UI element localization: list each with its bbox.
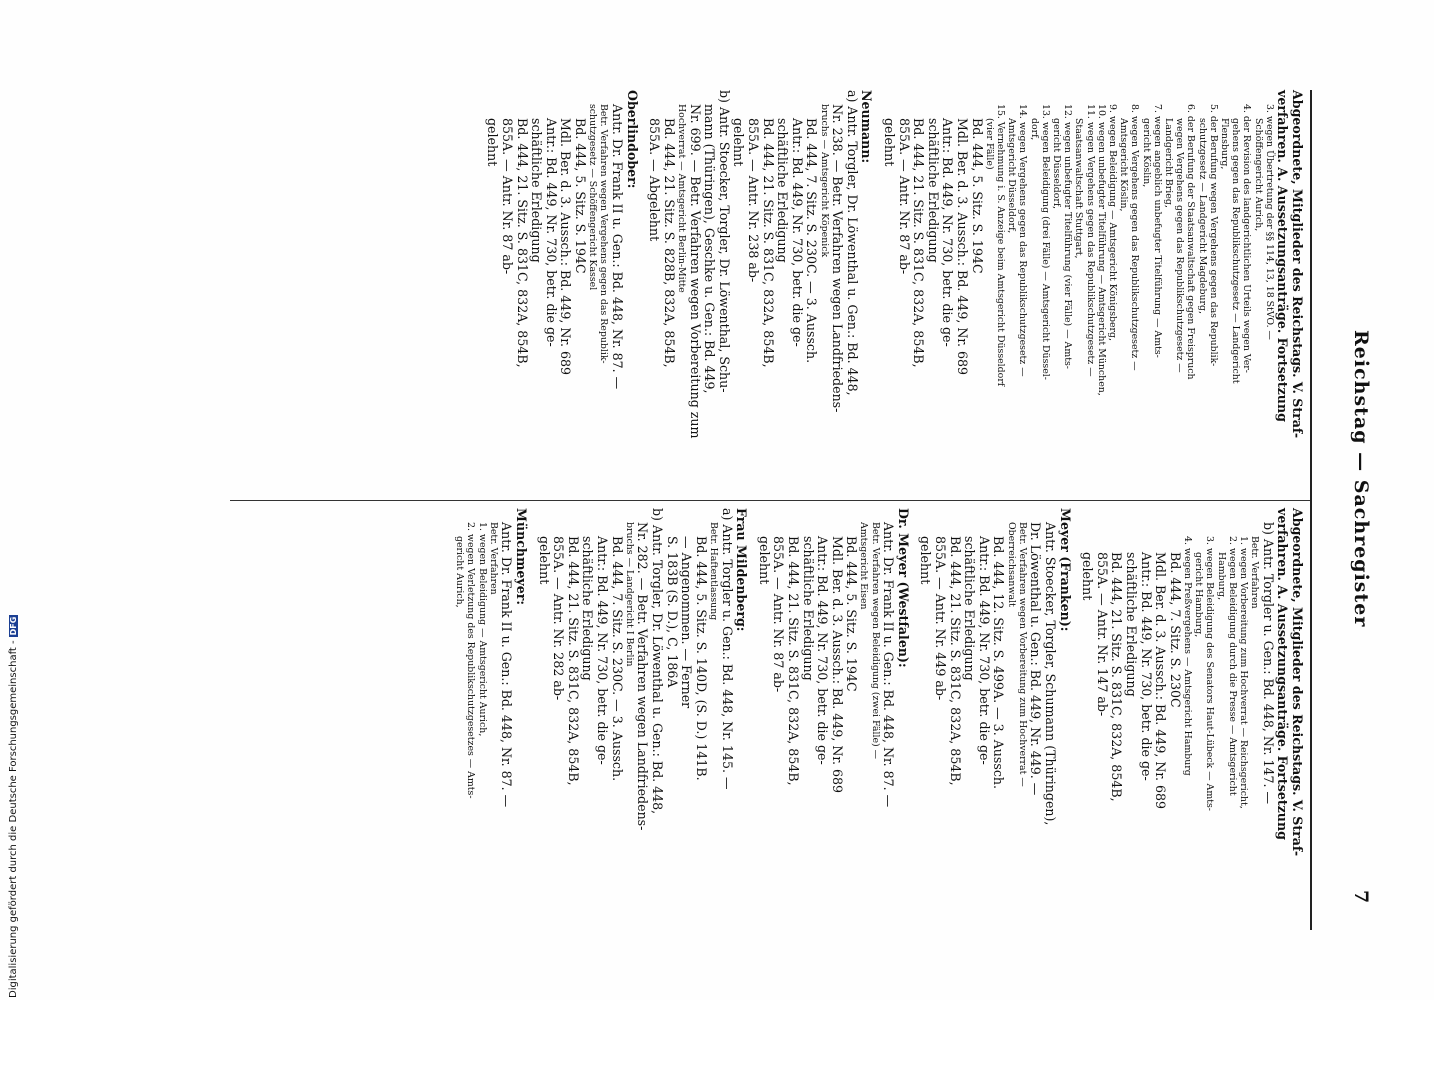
register-line: gehens gegen das Republikschutzgesetz — Landgericht [1230,118,1242,384]
register-line: Bd. 444, 21. Sitz. S. 831C, 832A, 854B, [911,118,927,368]
register-line: 855A. — Antr. Nr. 87 ab- [500,118,516,275]
entry-gap [1072,508,1080,908]
register-line: Bd. 444, 21. Sitz. S. 831C, 832A, 854B, [947,536,963,786]
register-line: mann (Thüringen), Geschke u. Gen.: Bd. 449, [702,104,718,394]
register-line: 855A. — Abgelehnt [647,118,663,242]
register-line: S. 183B (S. D.), C, 186A [664,536,680,688]
register-line: Mdl. Ber. d. 3. Aussch.: Bd. 449, Nr. 689 [1153,552,1169,810]
rotated-register-page [172,90,1372,1090]
register-line: 7. wegen angeblich unbefugter Titelführung — Amts- [1151,104,1163,358]
register-line: Bd. 444, 21. Sitz. S. 831C, 832A, 854B, [760,118,776,368]
register-column-left [454,508,1304,908]
register-line: Mdl. Ber. d. 3. Aussch.: Bd. 449, Nr. 689 [829,536,845,794]
register-line: Bd. 444, 7. Sitz. S. 230C. — 3. Aussch. [804,118,820,364]
register-line: bruchs — Landgericht I Berlin [623,522,635,667]
register-line: schäftliche Erledigung [1124,552,1140,697]
register-line: Betr. Verfahren wegen Vergehens gegen das Republik- [598,104,610,364]
register-line: 1. wegen Vorbereitung zum Hochverrat — Reichsgericht, [1238,536,1250,809]
register-line: 13. wegen Beleidigung (drei Fälle) — Amtsgericht Düssel- [1039,104,1051,380]
column-divider [230,500,1310,501]
register-line: (vier Fälle) [983,118,995,170]
register-line: Abgeordnete, Mitglieder des Reichstags. V. Straf- [1290,508,1305,857]
page-number: 7 [1350,890,1372,904]
register-column-right [485,90,1304,490]
register-line: 4. der Revision des landgerichtlichen Urteils wegen Ver- [1241,104,1253,373]
register-line: Antr.: Bd. 449, Nr. 730, betr. die ge- [543,118,559,347]
register-line: schäftliche Erledigung [580,536,596,681]
register-line: Antr. Dr. Frank II u. Gen.: Bd. 448, Nr. 87. — [610,104,626,390]
register-line: 855A. — Antr. Nr. 282 ab- [551,536,567,701]
entry-gap [910,508,918,908]
register-line: 15. Vernehmung i. S. Anzeige beim Amtsgericht Düsseldorf [994,104,1006,387]
register-line: 1. wegen Beleidigung — Amtsgericht Aurich, [476,522,488,737]
register-line: Bd. 444, 5. Sitz. S. 194C [969,118,985,274]
register-line: 12. wegen unbefugter Titelführung (vier Fälle) — Amts- [1062,104,1074,369]
register-line: — Angenommen. — Ferner [679,536,695,709]
register-line: b) Antr. Torgler, Dr. Löwenthal u. Gen.: Bd. 448, [649,508,665,815]
digitization-note-text: Digitalisierung gefördert durch die Deutsche Forschungsgemeinschaft - [8,640,19,998]
register-line: Schöffengericht Aurich, [1252,118,1264,232]
register-line: b) Antr. Torgler u. Gen.: Bd. 448, Nr. 147. — [1260,522,1276,805]
register-line: Hochverrat — Amtsgericht Berlin-Mitte [676,104,688,293]
register-line: Bd. 444, 21. Sitz. S. 831C, 832A, 854B, [1109,552,1125,802]
register-line: gericht Aurich, [454,536,466,608]
register-line: Neumann: [859,90,875,164]
register-line: 2. wegen Verletzung des Republikschutzgesetzes — Amts- [465,522,477,799]
digitization-note [8,598,19,998]
register-line: Oberlindober: [624,90,640,189]
register-line: Hamburg, [1215,552,1227,601]
register-line: Flensburg, [1219,118,1230,170]
register-line: a) Antr. Torgler, Dr. Löwenthal u. Gen.: Bd. 448, [844,90,860,396]
register-line: Frau Mildenberg: [734,508,750,632]
register-line: Oberreichsanwalt [1005,522,1017,607]
page-header [1342,90,1372,930]
register-line: gericht Düsseldorf, [1050,118,1062,210]
register-line: Abgeordnete, Mitglieder des Reichstags. V. Straf- [1290,90,1305,439]
register-line: Bd. 444, 7. Sitz. S. 230C. — 3. Aussch. [609,536,625,782]
register-line: Antr.: Bd. 449, Nr. 730, betr. die ge- [815,536,831,765]
register-line: gelehnt [485,118,501,167]
register-line: schäftliche Erledigung [925,118,941,263]
register-line: 5. der Berufung wegen Vergehens gegen das Republik- [1207,104,1219,367]
register-line: schäftliche Erledigung [800,536,816,681]
entry-gap [639,90,647,490]
register-line: Meyer (Franken): [1057,508,1073,632]
register-line: 6. der Berufung der Staatsanwaltschaft gegen Freispruch [1185,104,1197,380]
register-line: Bd. 444, 21. Sitz. S. 831C, 832A, 854B, [565,536,581,786]
register-line: gelehnt [1080,552,1096,601]
register-line: verfahren. A. Aussetzungsanträge. Fortsetzung [1275,90,1291,422]
register-line: Antr.: Bd. 449, Nr. 730, betr. die ge- [789,118,805,347]
register-line: Bd. 444, 12. Sitz. S. 499A. — 3. Aussch. [991,536,1007,789]
register-line: Antr.: Bd. 449, Nr. 730, betr. die ge- [594,536,610,765]
register-line: gelehnt [536,536,552,585]
register-line: gericht Köslin, [1140,118,1152,188]
register-line: 11. wegen Vergehens gegen das Republikschutzgesetz — [1084,104,1096,377]
register-line: schutzgesetz — Schöffengericht Kassel [587,104,599,291]
register-line: Bd. 444, 21. Sitz. S. 831C, 832A, 854B, [785,536,801,786]
register-line: Amtsgericht Düsseldorf, [1006,118,1018,234]
register-line: Bd. 444, 21. Sitz. S. 828B, 832A, 854B, [661,118,677,368]
register-line: bruchs — Amtsgericht Köpenick [818,104,830,258]
register-line: Amtsgericht Köslin, [1118,118,1130,212]
register-line: Betr. Verfahren [1249,536,1261,609]
register-line: 855A. — Antr. Nr. 449 ab- [933,536,949,701]
register-line: b) Antr. Stoecker, Torgler, Dr. Löwenthal, Schu- [716,90,732,393]
register-line: schäftliche Erledigung [529,118,545,263]
register-line: Antr.: Bd. 449, Nr. 730, betr. die ge- [940,118,956,347]
entry-gap [873,90,881,490]
register-line: 855A. — Antr. Nr. 147 ab- [1094,552,1110,717]
register-line: 3. wegen Übertretung der §§ 114, 13, 18 StVO. — [1263,104,1275,340]
register-line: gelehnt [756,536,772,585]
register-line: 14. wegen Vergehens gegen das Republikschutzgesetz — [1017,104,1029,377]
register-line: Bd. 444, 7. Sitz. S. 230C [1167,552,1183,708]
register-line: Bd. 444, 5. Sitz. S. 140D, (S. D.) 141B. [693,536,709,781]
register-line: verfahren. A. Aussetzungsanträge. Fortsetzung [1275,508,1291,840]
register-line: schäftliche Erledigung [962,536,978,681]
register-line: Betr. Verfahren wegen Beleidigung (zwei Fälle) — [869,522,881,760]
register-line: schäftliche Erledigung [775,118,791,263]
register-line: Bd. 444, 21. Sitz. S. 831C, 832A, 854B, [514,118,530,368]
register-line: Antr.: Bd. 449, Nr. 730, betr. die ge- [976,536,992,765]
register-line: Nr. 699. — Betr. Verfahren wegen Vorbereitung zum [687,104,703,439]
register-line: 10. wegen unbefugter Titelführung — Amtsgericht München, [1095,104,1107,396]
register-line: 855A. — Antr. Nr. 238 ab- [746,118,762,283]
register-line: gelehnt [731,118,747,167]
register-line: Antr. Dr. Frank II u. Gen.: Bd. 448, Nr. 87. — [499,522,515,808]
register-line: Antr. Dr. Frank II u. Gen.: Bd. 448, Nr. 87. — [881,522,897,808]
entry-gap [528,508,536,908]
register-line: Antr. Stoecker, Torgler, Schumann (Thüringen), [1043,522,1059,826]
entry-gap [748,508,756,908]
register-line: Amtsgericht Eisen [858,522,870,610]
register-line: gelehnt [918,536,934,585]
register-line: 855A. — Antr. Nr. 87 ab- [771,536,787,693]
register-line: Münchmeyer: [514,508,530,606]
register-line: Betr. Verfahren wegen Vorbereitung zum Hochverrat — [1016,522,1028,787]
register-line: Bd. 444, 5. Sitz. S. 194C [573,118,589,274]
register-line: gelehnt [881,118,897,167]
register-line: Nr. 238. — Betr. Verfahren wegen Landfriedens- [830,104,846,413]
register-line: Antr.: Bd. 449, Nr. 730, betr. die ge- [1138,552,1154,781]
register-line: 855A. — Antr. Nr. 87 ab- [896,118,912,275]
header-rule [1310,90,1312,930]
register-line: Nr. 282. — Betr. Verfahren wegen Landfriedens- [635,522,651,831]
register-line: gericht Hamburg, [1193,552,1205,638]
register-line: 2. wegen Beleidigung durch die Presse — Amtsgericht [1226,536,1238,796]
register-line: Mdl. Ber. d. 3. Aussch.: Bd. 449, Nr. 689 [558,118,574,376]
register-line: schutzgesetz — Landgericht Magdeburg, [1196,118,1208,314]
register-line: Dr. Meyer (Westfalen): [895,508,911,668]
register-line: Dr. Löwenthal u. Gen.: Bd. 449, Nr. 449. — [1028,522,1044,796]
page-title: Reichstag — Sachregister [1350,330,1372,628]
register-line: Betr. Verfahren [487,522,499,595]
register-line: Staatsanwaltschaft Stuttgart, [1073,118,1085,259]
dfg-logo: DFG [9,616,18,636]
register-line: 9. wegen Beleidigung — Amtsgericht Königsberg, [1106,104,1118,342]
register-line: a) Antr. Torgler u. Gen.: Bd. 448, Nr. 145. — [719,508,735,790]
register-line: Mdl. Ber. d. 3. Aussch.: Bd. 449, Nr. 689 [954,118,970,376]
register-line: dorf, [1028,118,1040,141]
register-line: 8. wegen Vergehens gegen das Republikschutzgesetz — [1129,104,1141,371]
register-line: 3. wegen Beleidigung des Senators Haut-Lübeck — Amts- [1204,536,1216,811]
register-line: wegen Vergehens gegen das Republikschutzgesetz — [1174,118,1186,373]
register-line: 4. wegen Preßvergehens — Amtsgericht Hamburg [1182,536,1193,776]
register-line: Bd. 444, 5. Sitz. S. 194C [844,536,860,692]
register-line: Betr. Haftentlassung [707,522,719,621]
register-line: Landgericht Brieg, [1162,118,1174,208]
